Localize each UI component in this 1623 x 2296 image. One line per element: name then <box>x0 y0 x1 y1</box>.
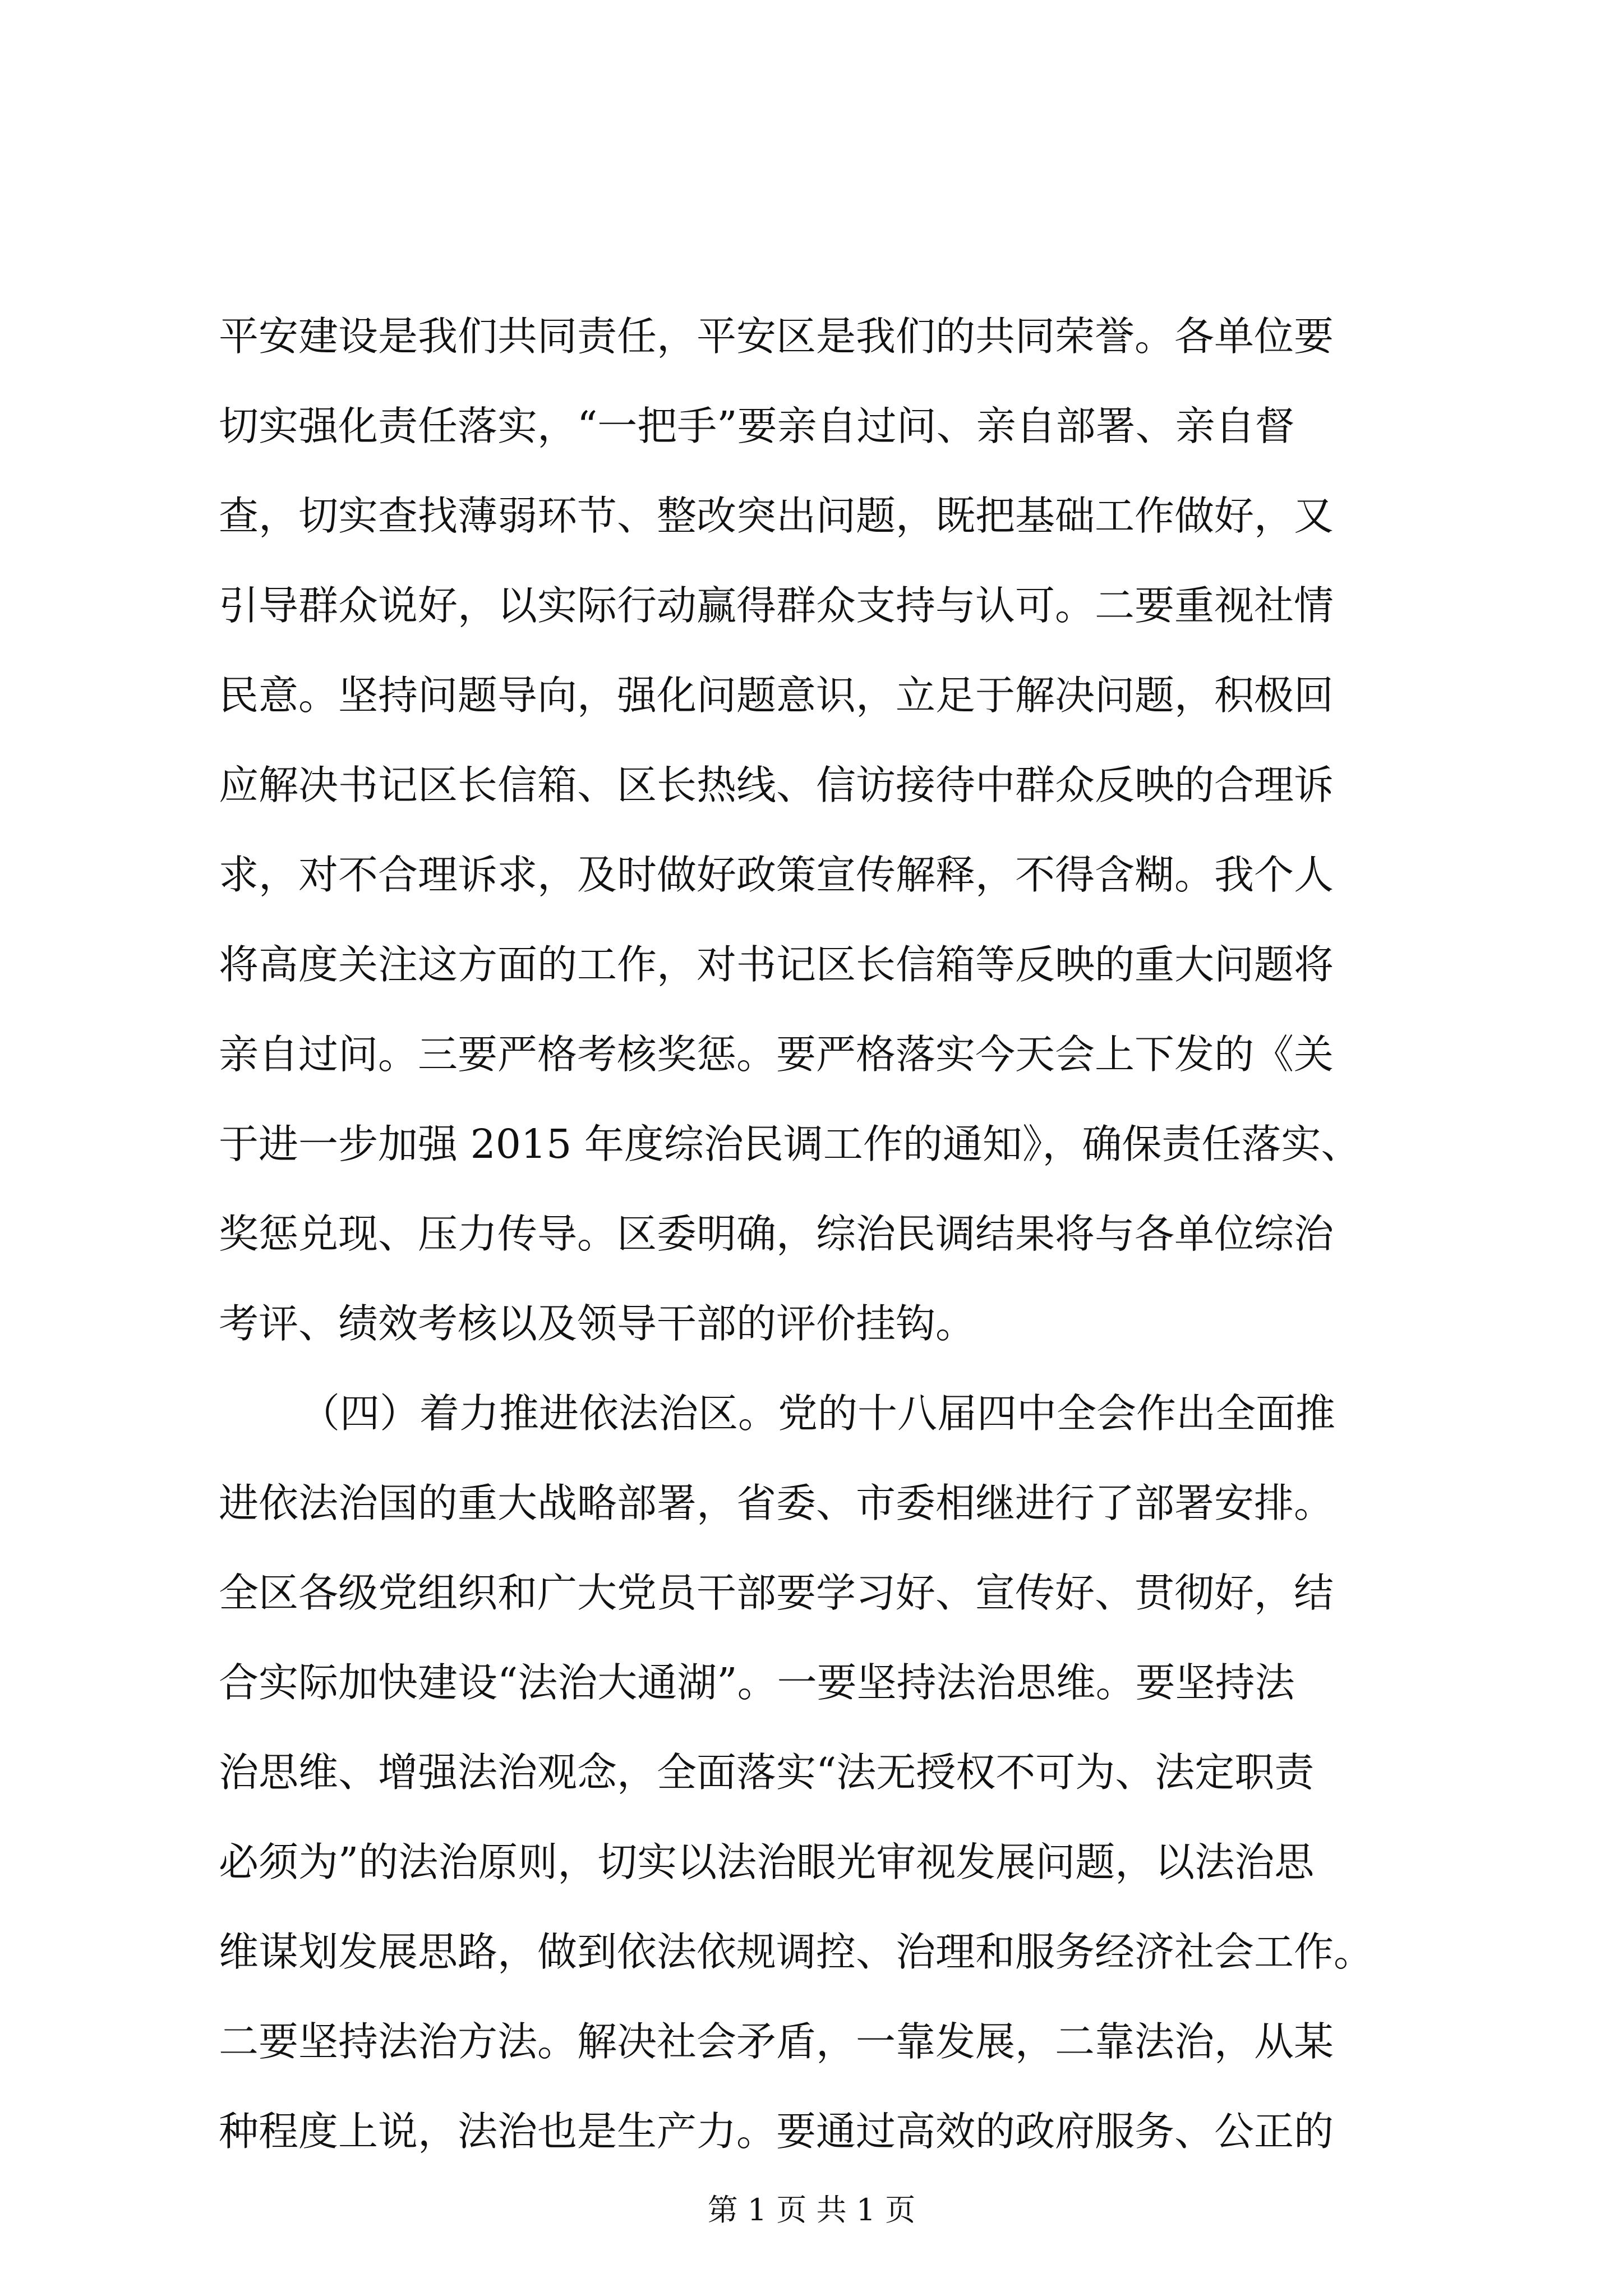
text-line-5: 民意。坚持问题导向，强化问题意识，立足于解决问题，积极回 <box>219 672 1334 719</box>
text-line-1: 平安建设是我们共同责任，平安区是我们的共同荣誉。各单位要 <box>219 313 1334 360</box>
text-line-14: 进依法治国的重大战略部署，省委、市委相继进行了部署安排。 <box>219 1480 1334 1526</box>
text-line-21: 种程度上说，法治也是生产力。要通过高效的政府服务、公正的 <box>219 2108 1334 2155</box>
text-line-10: 于进一步加强 2015 年度综治民调工作的通知》，确保责任落实、 <box>219 1121 1361 1167</box>
text-line-9: 亲自过问。三要严格考核奖惩。要严格落实今天会上下发的《关 <box>219 1031 1334 1078</box>
text-line-6: 应解决书记区长信箱、区长热线、信访接待中群众反映的合理诉 <box>219 762 1334 808</box>
text-line-11: 奖惩兑现、压力传导。区委明确，综治民调结果将与各单位综治 <box>219 1211 1334 1257</box>
text-line-13: （四）着力推进依法治区。党的十八届四中全会作出全面推 <box>300 1390 1336 1437</box>
text-line-20: 二要坚持法治方法。解决社会矛盾，一靠发展，二靠法治，从某 <box>219 2018 1334 2065</box>
text-line-15: 全区各级党组织和广大党员干部要学习好、宣传好、贯彻好，结 <box>219 1570 1334 1616</box>
text-line-2: 切实强化责任落实，“一把手”要亲自过问、亲自部署、亲自督 <box>219 403 1295 449</box>
text-line-7: 求，对不合理诉求，及时做好政策宣传解释，不得含糊。我个人 <box>219 852 1334 898</box>
text-line-3: 查，切实查找薄弱环节、整改突出问题，既把基础工作做好，又 <box>219 493 1334 539</box>
text-line-19: 维谋划发展思路，做到依法依规调控、治理和服务经济社会工作。 <box>219 1929 1374 1975</box>
text-line-8: 将高度关注这方面的工作，对书记区长信箱等反映的重大问题将 <box>219 941 1334 988</box>
text-line-16: 合实际加快建设“法治大通湖”。一要坚持法治思维。要坚持法 <box>219 1659 1295 1706</box>
text-line-4: 引导群众说好，以实际行动赢得群众支持与认可。二要重视社情 <box>219 582 1334 629</box>
text-line-17: 治思维、增强法治观念，全面落实“法无授权不可为、法定职责 <box>219 1749 1315 1796</box>
text-line-12: 考评、绩效考核以及领导干部的评价挂钩。 <box>219 1300 976 1347</box>
page-footer: 第 1 页 共 1 页 <box>707 2192 916 2228</box>
text-line-18: 必须为”的法治原则，切实以法治眼光审视发展问题，以法治思 <box>219 1839 1315 1885</box>
